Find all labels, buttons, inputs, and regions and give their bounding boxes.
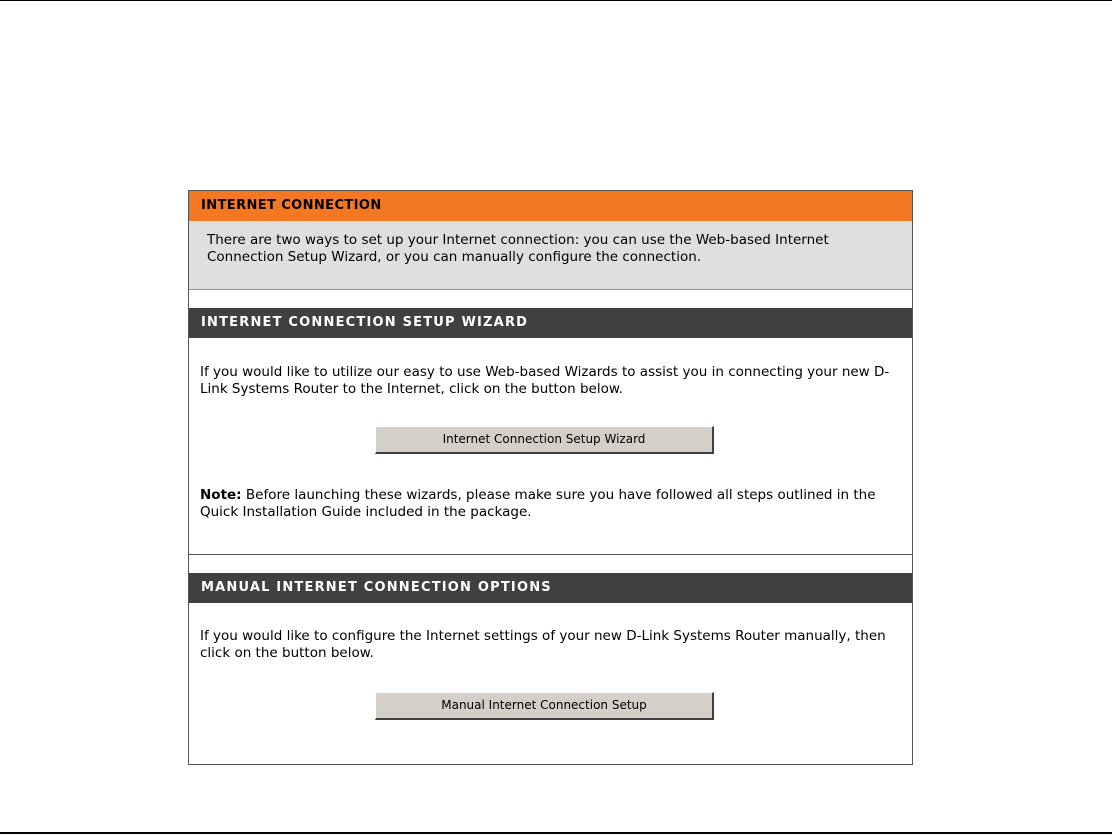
bottom-rule	[0, 832, 1112, 834]
note-text: Before launching these wizards, please make sure you have followed all steps outlined in the Quick Installation Guide included in the package.	[200, 487, 876, 520]
manual-description: If you would like to configure the Internet settings of your new D-Link Systems Router manually, then click on the button below.	[200, 628, 886, 661]
intro-text: There are two ways to set up your Internet connection: you can use the Web-based Internet Connection Setup Wizard, or you can manually configure the connection.	[189, 221, 912, 290]
note-label: Note:	[200, 487, 242, 503]
manual-setup-button[interactable]: Manual Internet Connection Setup	[375, 692, 714, 720]
setup-wizard-button[interactable]: Internet Connection Setup Wizard	[375, 426, 714, 454]
wizard-note	[200, 487, 900, 521]
wizard-description: If you would like to utilize our easy to use Web-based Wizards to assist you in connecting your new D-Link Systems Router to the Internet, click on the button below.	[200, 364, 890, 397]
manual-options-header: MANUAL INTERNET CONNECTION OPTIONS	[189, 573, 912, 603]
internet-connection-panel	[188, 190, 913, 765]
top-rule	[0, 0, 1112, 1]
internet-connection-header: INTERNET CONNECTION	[189, 191, 912, 221]
setup-wizard-header: INTERNET CONNECTION SETUP WIZARD	[189, 308, 912, 338]
section-divider	[189, 554, 912, 555]
